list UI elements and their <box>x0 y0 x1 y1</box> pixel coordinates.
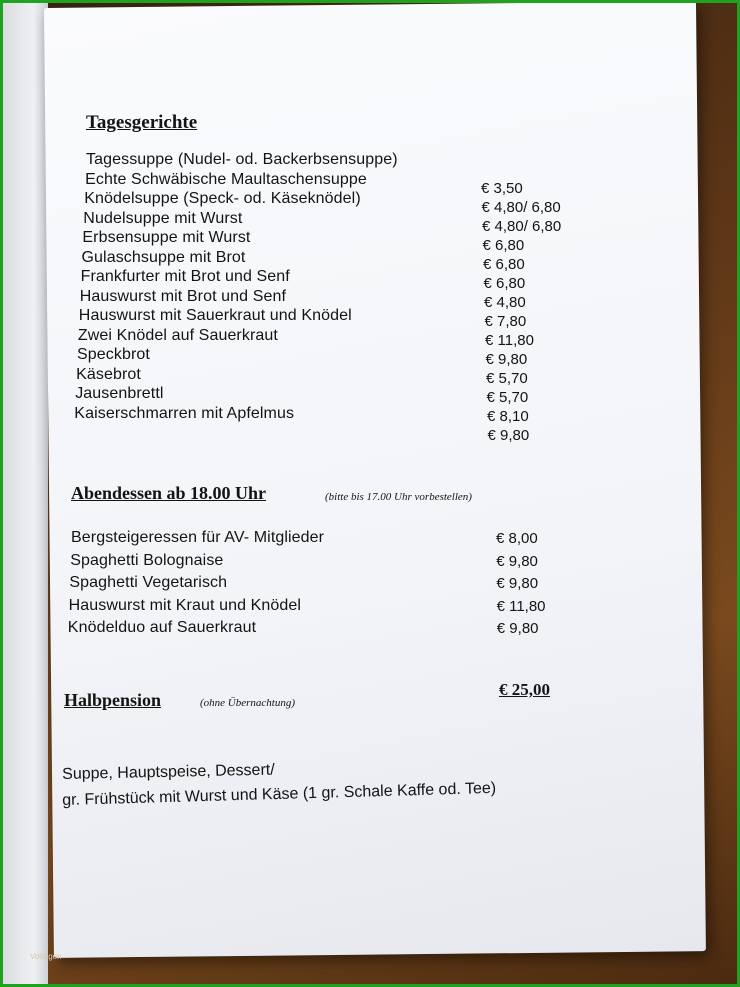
menu-item-price: € 4,80/ 6,80 <box>481 199 561 216</box>
menu-item: Käsebrot <box>76 365 141 383</box>
menu-item: Spaghetti Bolognaise <box>70 551 224 569</box>
halfboard-line-2: gr. Frühstück mit Wurst und Käse (1 gr. Schale Kaffe od. Tee) <box>62 779 497 809</box>
menu-item-price: € 5,70 <box>486 389 529 406</box>
menu-item: Hauswurst mit Brot und Senf <box>79 287 287 305</box>
menu-item-price: € 8,10 <box>487 408 529 425</box>
section-heading-halbpension: Halbpension <box>64 690 162 710</box>
menu-item-price: € 9,80 <box>485 351 528 368</box>
menu-item-price: € 6,80 <box>483 275 526 292</box>
menu-item: Echte Schwäbische Maultaschensuppe <box>85 170 367 188</box>
menu-item: Jausenbrettl <box>75 385 164 402</box>
menu-item-price: € 6,80 <box>483 256 525 273</box>
menu-item: Spaghetti Vegetarisch <box>69 574 228 592</box>
section-heading-abendessen: Abendessen ab 18.00 Uhr <box>71 483 267 503</box>
menu-item: Hauswurst mit Sauerkraut und Knödel <box>78 307 352 324</box>
menu-item-price: € 4,80/ 6,80 <box>482 218 562 235</box>
menu-item: Gulaschsuppe mit Brot <box>81 248 246 266</box>
menu-item: Bergsteigeressen für AV- Mitglieder <box>71 529 325 546</box>
menu-item: Hauswurst mit Kraut und Knödel <box>68 596 302 614</box>
menu-item-price: € 9,80 <box>496 620 539 638</box>
menu-item-price: € 11,80 <box>485 332 534 349</box>
menu-item-price: € 5,70 <box>486 370 528 387</box>
menu-item-price: € 9,80 <box>487 427 530 444</box>
halfboard-note: (ohne Übernachtung) <box>200 697 296 709</box>
menu-item: Knödelduo auf Sauerkraut <box>67 619 257 637</box>
menu-item: Nudelsuppe mit Wurst <box>83 209 243 227</box>
menu-item: Frankfurter mit Brot und Senf <box>80 268 290 285</box>
menu-item: Erbsensuppe mit Wurst <box>82 229 251 246</box>
menu-item-price: € 9,80 <box>496 552 538 570</box>
menu-item: Tagessuppe (Nudel- od. Backerbsensuppe) <box>86 151 398 168</box>
menu-item-price: € 3,50 <box>481 180 523 197</box>
menu-item-price: € 8,00 <box>496 530 538 547</box>
menu-item: Speckbrot <box>77 346 150 363</box>
menu-item-price: € 11,80 <box>496 597 546 615</box>
watermark: Vorlagen <box>30 952 62 961</box>
halfboard-line-1: Suppe, Hauptspeise, Dessert/ <box>62 761 275 783</box>
menu-item: Zwei Knödel auf Sauerkraut <box>77 326 278 344</box>
preorder-note: (bitte bis 17.00 Uhr vorbestellen) <box>325 491 472 503</box>
menu-item-price: € 6,80 <box>482 237 525 254</box>
menu-item-price: € 9,80 <box>496 575 539 593</box>
menu-item-price: € 7,80 <box>484 313 527 330</box>
halfboard-price: € 25,00 <box>499 680 550 699</box>
section-heading-tagesgerichte: Tagesgerichte <box>86 112 198 133</box>
menu-item-price: € 4,80 <box>484 294 526 311</box>
menu-item: Knödelsuppe (Speck- od. Käseknödel) <box>84 190 361 207</box>
menu-item: Kaiserschmarren mit Apfelmus <box>74 404 295 422</box>
